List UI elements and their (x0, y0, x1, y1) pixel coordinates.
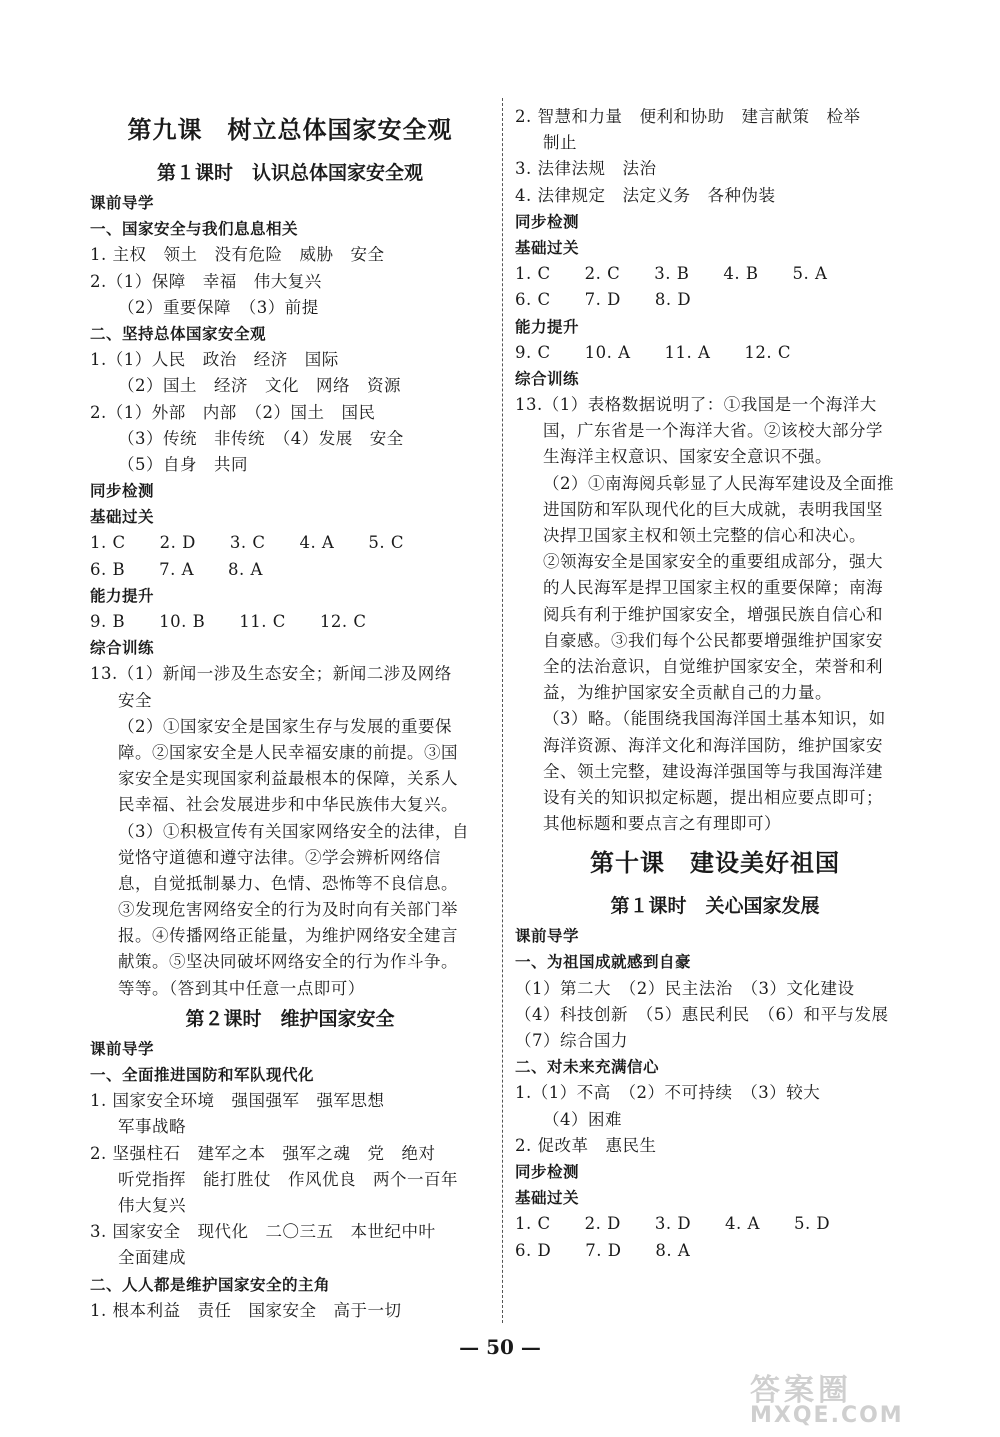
answer-line: 2.（1）保障 幸福 伟大复兴 (90, 271, 322, 291)
answer-line: 2.（1）外部 内部 （2）国土 国民 (90, 402, 376, 422)
answer-line: 1. 主权 领土 没有危险 威胁 安全 (90, 245, 385, 265)
answer-line: （1）第二大 （2）民主法治 （3）文化建设 (515, 978, 855, 998)
answer-line-indented: （5）自身 共同 (118, 454, 248, 474)
section-heading: 课前导学 (90, 194, 155, 212)
period-title: 第１课时 认识总体国家安全观 (156, 162, 423, 184)
answer-line: 2. 坚强柱石 建军之本 强军之魂 党 绝对 (90, 1143, 436, 1163)
answer-line: 3. 国家安全 现代化 二〇三五 本世纪中叶 (90, 1222, 436, 1242)
section-heading: 课前导学 (90, 1039, 155, 1058)
section-heading: 一、全面推进国防和军队现代化 (90, 1066, 315, 1084)
answer-line-continued: 觉恪守道德和遵守法律。②学会辨析网络信 (118, 847, 441, 867)
section-heading: 同步检测 (515, 1162, 580, 1181)
section-heading: 二、坚持总体国家安全观 (90, 324, 267, 343)
answer-line-continued: 进国防和军队现代化的巨大成就，表明我国坚 (543, 499, 883, 519)
answer-line: 6. B 7. A 8. A (90, 559, 263, 579)
answer-line-indented: 军事战略 (118, 1117, 186, 1137)
answer-line-continued: 家安全是实现国家利益最根本的保障，关系人 (118, 769, 458, 789)
lesson-title: 第十课 建设美好祖国 (590, 848, 840, 878)
answer-line-continued: ③发现危害网络安全的行为及时向有关部门举 (118, 900, 458, 920)
answer-line: 1. 根本利益 责任 国家安全 高于一切 (90, 1300, 402, 1320)
section-heading: 课前导学 (515, 927, 580, 946)
answer-line-continued: 等等。（答到其中任意一点即可） (118, 978, 365, 998)
answer-line-indented: 伟大复兴 (118, 1195, 186, 1215)
section-heading: 能力提升 (515, 317, 580, 336)
answer-line-continued: （2）①国家安全是国家生存与发展的重要保 (118, 716, 452, 736)
answer-line: 1. 国家安全环境 强国强军 强军思想 (90, 1091, 385, 1111)
section-heading: 同步检测 (515, 212, 580, 231)
section-heading: 基础过关 (90, 508, 155, 527)
answer-line-continued: 全、领土完整，建设海洋强国等与我国海洋建 (543, 761, 883, 781)
answer-line: 13.（1）表格数据说明了：①我国是一个海洋大 (515, 395, 877, 415)
period-title: 第２课时 维护国家安全 (185, 1007, 395, 1030)
answer-line-continued: 安全 (118, 690, 152, 710)
watermark-url: MXQE.COM (750, 1403, 904, 1428)
answer-line: 1. C 2. D 3. D 4. A 5. D (515, 1214, 831, 1234)
answer-line-continued: 报。④传播网络正能量，为维护网络安全建言 (118, 926, 458, 946)
section-heading: 同步检测 (90, 482, 155, 501)
section-heading: 一、为祖国成就感到自豪 (515, 953, 692, 972)
answer-line-continued: 息，自觉抵制暴力、色情、恐怖等不良信息。 (118, 873, 458, 893)
answer-line-continued: 阅兵有利于维护国家安全，增强民族自信心和 (543, 604, 883, 624)
answer-line-indented: （4）困难 (543, 1109, 622, 1129)
answer-line-continued: 国，广东省是一个海洋大省。②该校大部分学 (543, 421, 883, 441)
section-heading: 基础过关 (515, 1189, 580, 1208)
section-heading: 基础过关 (515, 238, 580, 257)
answer-line-continued: 民幸福、社会发展进步和中华民族伟大复兴。 (118, 795, 458, 815)
period-title: 第１课时 关心国家发展 (610, 895, 820, 918)
answer-line-continued: ②领海安全是国家安全的重要组成部分，强大 (543, 552, 883, 572)
answer-line: 2. 促改革 惠民生 (515, 1135, 657, 1155)
answer-line-continued: 生海洋主权意识、国家安全意识不强。 (543, 447, 832, 467)
answer-line: 1. C 2. C 3. B 4. B 5. A (515, 264, 828, 284)
answer-line-continued: 自豪感。③我们每个公民都要增强维护国家安 (543, 630, 883, 650)
answer-line-continued: 决捍卫国家主权和领土完整的信心和决心。 (543, 526, 866, 545)
answer-line-indented: （2）重要保障 （3）前提 (118, 297, 319, 317)
answer-line: 2. 智慧和力量 便利和协助 建言献策 检举 (515, 107, 861, 126)
answer-line-continued: 献策。⑤坚决同破坏网络安全的行为作斗争。 (118, 952, 458, 972)
answer-line-continued: （2）①南海阅兵彰显了人民海军建设及全面推 (543, 473, 894, 493)
answer-line-indented: 制止 (543, 133, 577, 153)
left-column (90, 104, 490, 1324)
answer-line: （7）综合国力 (515, 1031, 628, 1050)
answer-line-continued: 的人民海军是捍卫国家主权的重要保障；南海 (543, 578, 883, 598)
section-heading: 能力提升 (90, 586, 155, 605)
right-column (515, 104, 915, 1264)
answer-line-continued: （3）①积极宣传有关国家网络安全的法律，自 (118, 821, 469, 841)
answer-line-continued: 益，为维护国家安全贡献自己的力量。 (543, 683, 832, 703)
answer-line-indented: 听党指挥 能打胜仗 作风优良 两个一百年 (118, 1169, 458, 1189)
section-heading: 一、国家安全与我们息息相关 (90, 220, 299, 239)
answer-line-continued: 障。②国家安全是人民幸福安康的前提。③国 (118, 742, 458, 762)
answer-line-indented: 全面建成 (118, 1248, 186, 1268)
answer-line-continued: 海洋资源、海洋文化和海洋国防，维护国家安 (543, 735, 883, 755)
section-heading: 二、人人都是维护国家安全的主角 (90, 1275, 331, 1294)
answer-line: 1. C 2. D 3. C 4. A 5. C (90, 533, 404, 553)
answer-line-continued: 其他标题和要点言之有理即可） (543, 814, 781, 834)
page-number: — 50 — (459, 1335, 541, 1359)
section-heading: 综合训练 (90, 639, 155, 658)
answer-line: 9. C 10. A 11. A 12. C (515, 342, 792, 362)
answer-line: （4）科技创新 （5）惠民利民 （6）和平与发展 (515, 1004, 889, 1024)
answer-line: 4. 法律规定 法定义务 各种伪装 (515, 185, 776, 205)
watermark-logo-text: 答案圈 (750, 1373, 852, 1408)
answer-line-indented: （3）传统 非传统 （4）发展 安全 (118, 428, 404, 448)
section-heading: 综合训练 (515, 369, 580, 388)
lesson-title: 第九课 树立总体国家安全观 (127, 115, 453, 144)
answer-line-continued: 设有关的知识拟定标题，提出相应要点即可； (543, 787, 883, 807)
answer-line: 3. 法律法规 法治 (515, 159, 657, 179)
watermark-logo (750, 1365, 960, 1428)
answer-line: 9. B 10. B 11. C 12. C (90, 612, 367, 631)
answer-line: 13.（1）新闻一涉及生态安全；新闻二涉及网络 (90, 664, 452, 684)
answer-line-continued: （3）略。（能围绕我国海洋国土基本知识，如 (543, 709, 886, 729)
answer-line: 1.（1）不高 （2）不可持续 （3）较大 (515, 1083, 821, 1103)
answer-line-indented: （2）国土 经济 文化 网络 资源 (118, 376, 401, 396)
section-heading: 二、对未来充满信心 (515, 1058, 660, 1077)
answer-line: 1.（1）人民 政治 经济 国际 (90, 350, 339, 370)
answer-line: 6. C 7. D 8. D (515, 290, 692, 310)
answer-line: 6. D 7. D 8. A (515, 1240, 691, 1260)
answer-line-continued: 全的法治意识，自觉维护国家安全，荣誉和利 (543, 656, 883, 676)
column-divider (502, 98, 503, 1323)
